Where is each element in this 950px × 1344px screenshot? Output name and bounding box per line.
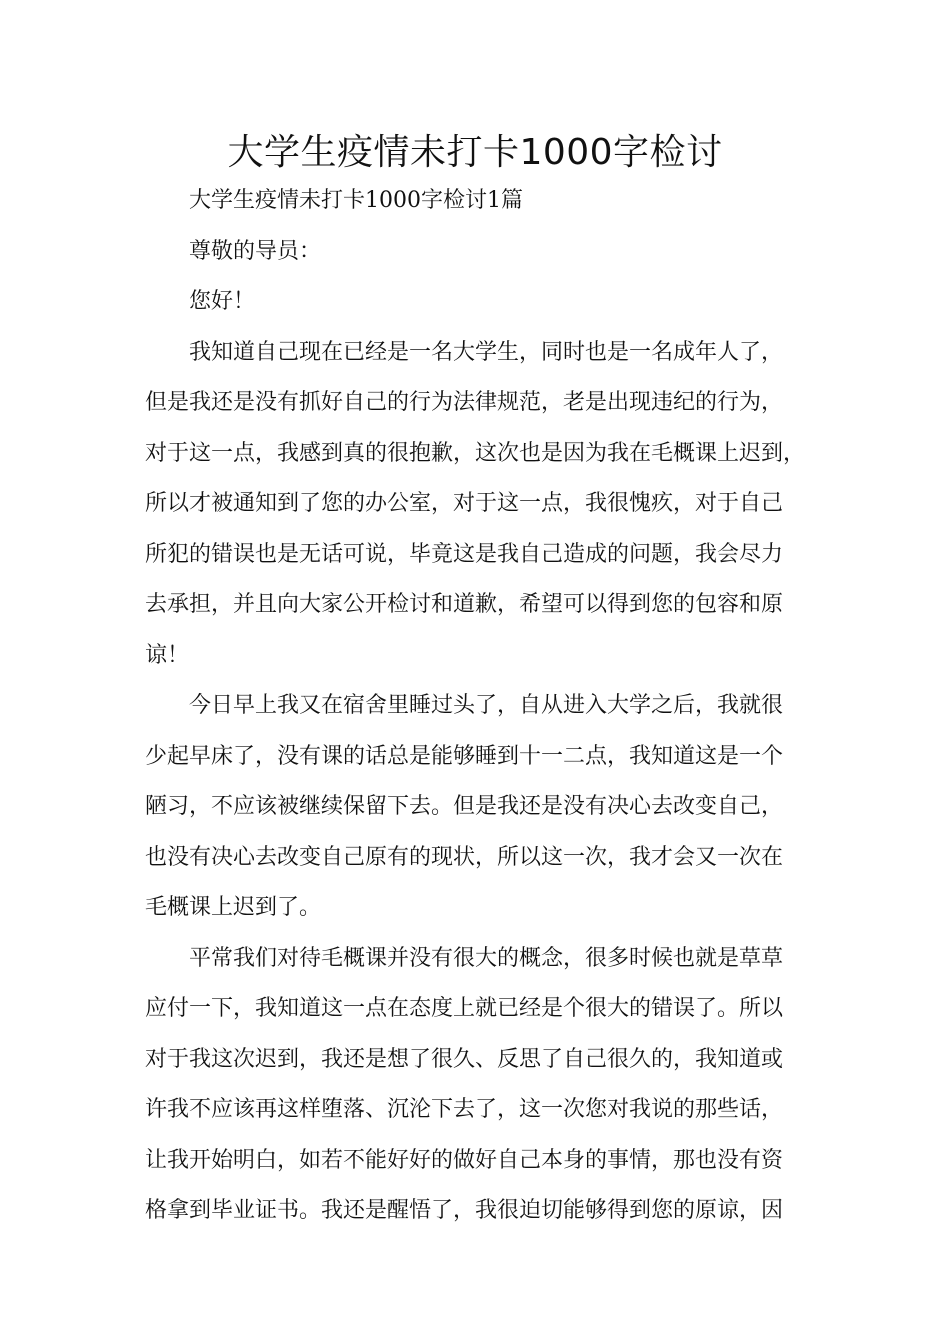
text-line: 许我不应该再这样堕落、沉沦下去了，这一次您对我说的那些话，: [145, 1097, 784, 1122]
text-line: 今日早上我又在宿舍里睡过头了，自从进入大学之后，我就很: [189, 693, 784, 718]
text-line: 也没有决心去改变自己原有的现状，所以这一次，我才会又一次在: [145, 844, 784, 870]
text-line: 您好！: [189, 289, 256, 314]
text-line: 毛概课上迟到了。: [145, 895, 322, 920]
text-line: 应付一下，我知道这一点在态度上就已经是个很大的错误了。所以: [145, 996, 784, 1021]
document-title: 大学生疫情未打卡1000字检讨: [227, 132, 723, 173]
text-line: 对于我这次迟到，我还是想了很久、反思了自己很久的，我知道或: [145, 1046, 784, 1072]
text-line: 但是我还是没有抓好自己的行为法律规范，老是出现违纪的行为，: [145, 390, 784, 415]
text-line: 大学生疫情未打卡1000字检讨1篇: [189, 188, 523, 213]
text-line: 格拿到毕业证书。我还是醒悟了，我很迫切能够得到您的原谅，因: [145, 1198, 784, 1223]
text-line: 平常我们对待毛概课并没有很大的概念，很多时候也就是草草: [189, 945, 784, 971]
text-line: 让我开始明白，如若不能好好的做好自己本身的事情，那也没有资: [145, 1147, 784, 1173]
text-line: 我知道自己现在已经是一名大学生，同时也是一名成年人了，: [189, 339, 784, 365]
document-body: [145, 176, 825, 1237]
text-line: 陋习，不应该被继续保留下去。但是我还是没有决心去改变自己，: [145, 794, 784, 819]
text-line: 所以才被通知到了您的办公室，对于这一点，我很愧疚，对于自己: [145, 491, 784, 516]
text-line: 尊敬的导员：: [189, 238, 322, 264]
text-line: 所犯的错误也是无话可说，毕竟这是我自己造成的问题，我会尽力: [145, 541, 784, 567]
text-line: 少起早床了，没有课的话总是能够睡到十一二点，我知道这是一个: [145, 743, 784, 769]
text-line: 去承担，并且向大家公开检讨和道歉，希望可以得到您的包容和原: [145, 592, 784, 617]
text-line: 对于这一点，我感到真的很抱歉，这次也是因为我在毛概课上迟到，: [145, 440, 806, 466]
text-line: 谅！: [145, 642, 190, 668]
